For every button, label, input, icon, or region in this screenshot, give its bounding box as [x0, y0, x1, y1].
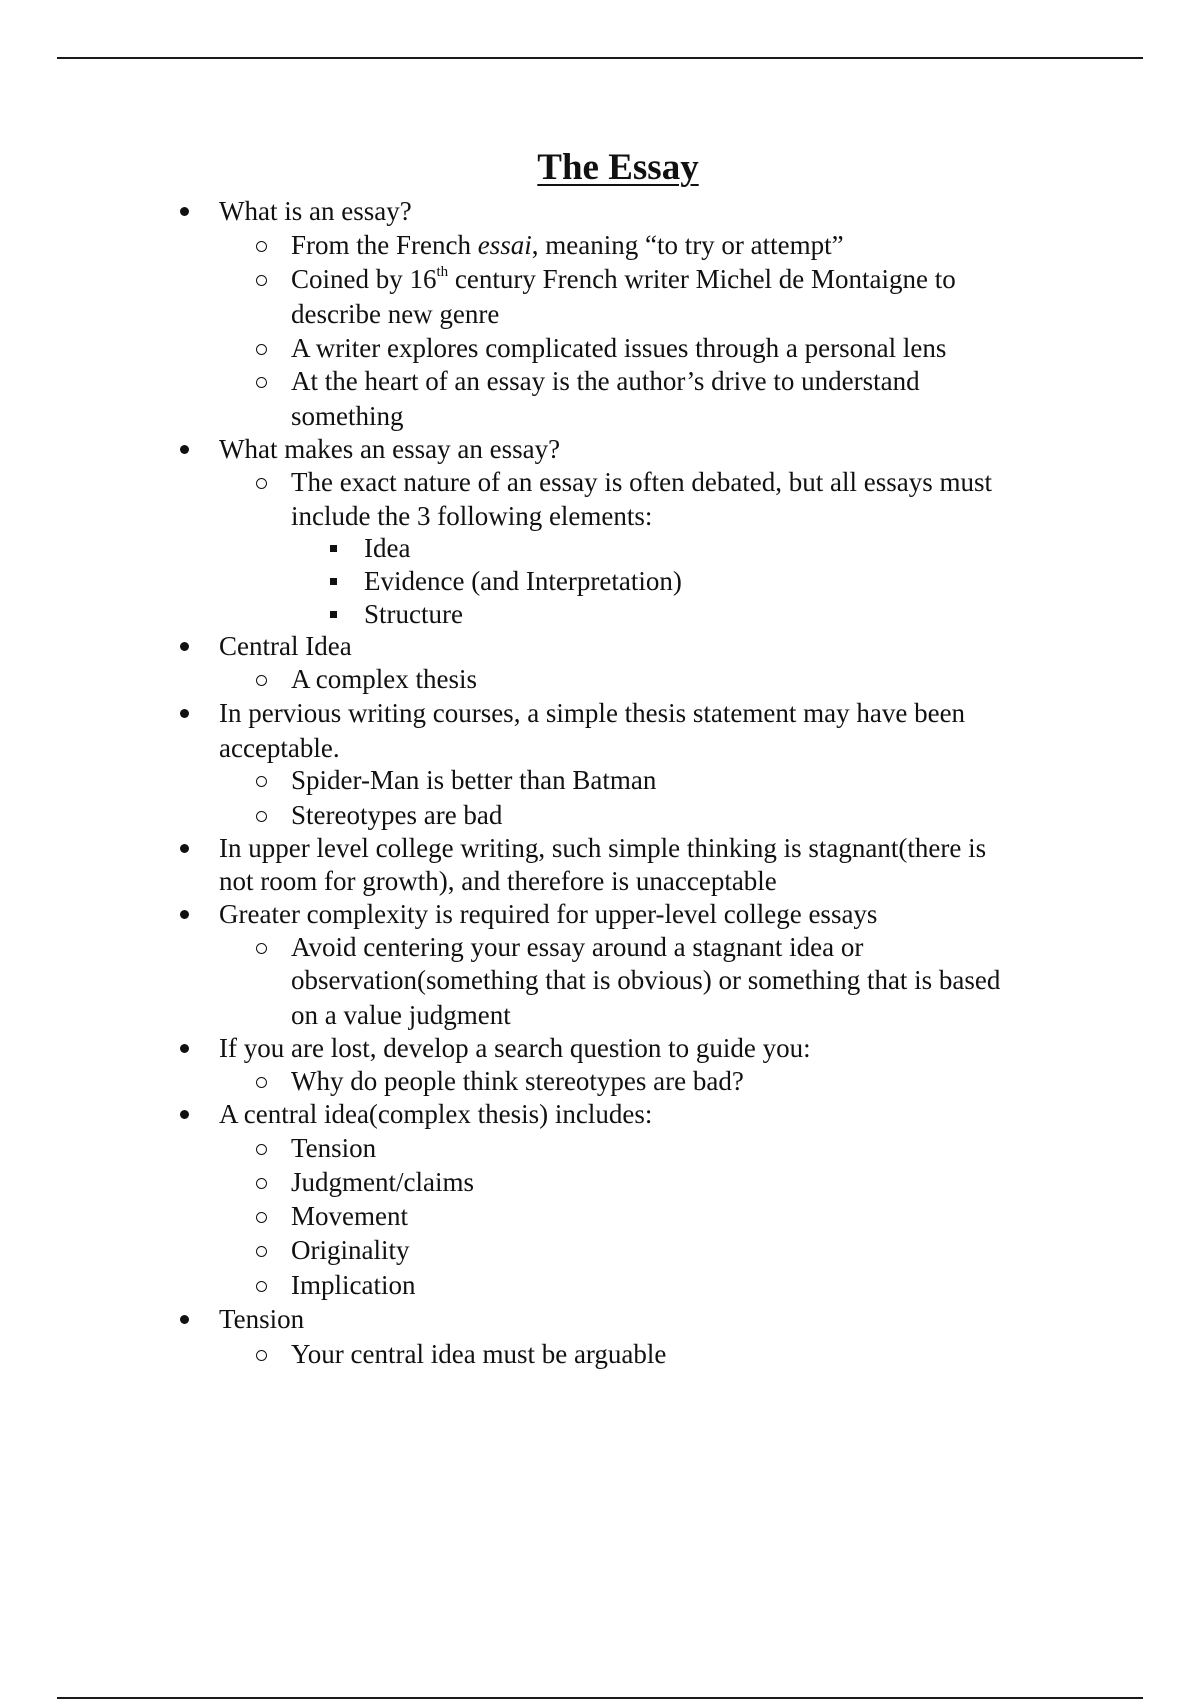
top-rule [57, 57, 1143, 59]
list-item-text: include the 3 following elements: [291, 501, 653, 531]
text-segment: From the French [291, 230, 478, 260]
list-item-level-2 [0, 1232, 1200, 1267]
bullet-circle-icon [256, 344, 267, 355]
list-item-level-1 [0, 1030, 1200, 1063]
list-item-level-2 [0, 363, 1200, 398]
page-title: The Essay [537, 147, 699, 188]
list-item-continuation [0, 962, 1200, 997]
list-item-text: Implication [291, 1270, 416, 1300]
bullet-square-icon [330, 578, 337, 585]
bullet-disc-icon [180, 844, 189, 853]
list-item-text: describe new genre [291, 299, 500, 329]
bullet-disc-icon [180, 445, 189, 454]
list-item-level-2 [0, 261, 1200, 296]
bullet-circle-icon [256, 1077, 267, 1088]
list-item-level-2 [0, 1164, 1200, 1198]
text-segment: , meaning “to try or attempt” [531, 230, 844, 260]
list-item-level-1 [0, 1096, 1200, 1130]
list-item-text: What is an essay? [219, 196, 412, 226]
list-item-text: Movement [291, 1201, 408, 1231]
text-segment: century French writer Michel de Montaigne to [448, 264, 956, 294]
bullet-square-icon [330, 611, 337, 618]
list-item-text: Your central idea must be arguable [291, 1339, 667, 1369]
list-item-level-1 [0, 193, 1200, 227]
list-item-text: observation(something that is obvious) or something that is based [291, 965, 1001, 995]
list-item-text: Why do people think stereotypes are bad? [291, 1066, 744, 1096]
list-item-level-2 [0, 1267, 1200, 1301]
list-item-level-1 [0, 628, 1200, 661]
list-item-level-3 [0, 530, 1200, 563]
list-item-level-1 [0, 431, 1200, 464]
list-item-continuation [0, 398, 1200, 431]
list-item-continuation [0, 730, 1200, 762]
ordinal-superscript: th [436, 264, 449, 280]
list-item-text: The exact nature of an essay is often debated, but all essays must [291, 467, 993, 497]
list-item-text: acceptable. [219, 733, 340, 763]
bullet-circle-icon [256, 275, 267, 286]
bottom-rule [57, 1697, 1143, 1699]
list-item-text: At the heart of an essay is the author’s drive to understand [291, 366, 920, 396]
bullet-circle-icon [256, 478, 267, 489]
list-item-text: Central Idea [219, 631, 352, 661]
list-item-text: Idea [364, 533, 411, 563]
list-item-level-3 [0, 563, 1200, 596]
list-item-level-2 [0, 1130, 1200, 1164]
list-item-level-1 [0, 830, 1200, 863]
list-item-level-3 [0, 596, 1200, 628]
list-item-level-2 [0, 929, 1200, 962]
text-segment: Coined by 16 [291, 264, 437, 294]
list-item-text: Tension [219, 1304, 305, 1334]
list-item-text: on a value judgment [291, 1000, 511, 1030]
bullet-circle-icon [256, 675, 267, 686]
document-body [0, 193, 1200, 1371]
list-item-level-2 [0, 330, 1200, 363]
bullet-circle-icon [256, 943, 267, 954]
list-item-level-2 [0, 1198, 1200, 1232]
list-item-continuation [0, 296, 1200, 330]
bullet-circle-icon [256, 1350, 267, 1361]
list-item-text: A writer explores complicated issues through a personal lens [291, 333, 947, 363]
list-item-text: In upper level college writing, such simple thinking is stagnant(there is [219, 833, 987, 863]
list-item-level-2 [0, 227, 1200, 261]
list-item-text: In pervious writing courses, a simple thesis statement may have been [219, 698, 966, 728]
list-item-continuation [0, 997, 1200, 1030]
list-item-level-2 [0, 1336, 1200, 1371]
list-item-text: Structure [364, 599, 463, 629]
list-item-text: Avoid centering your essay around a stagnant idea or [291, 932, 864, 962]
list-item-text: not room for growth), and therefore is unacceptable [219, 866, 777, 896]
list-item-text: Stereotypes are bad [291, 800, 503, 830]
bullet-disc-icon [180, 1315, 189, 1324]
bullet-circle-icon [256, 1178, 267, 1189]
bullet-disc-icon [180, 207, 189, 216]
list-item-level-2 [0, 762, 1200, 797]
list-item-level-1 [0, 695, 1200, 730]
bullet-circle-icon [256, 811, 267, 822]
bullet-disc-icon [180, 709, 189, 718]
list-item-text [291, 261, 956, 297]
bullet-circle-icon [256, 1281, 267, 1292]
list-item-continuation [0, 863, 1200, 896]
list-item-level-1 [0, 896, 1200, 929]
list-item-text: Judgment/claims [291, 1167, 474, 1197]
list-item-continuation [0, 498, 1200, 530]
list-item-level-1 [0, 1301, 1200, 1336]
bullet-circle-icon [256, 377, 267, 388]
bullet-circle-icon [256, 1212, 267, 1223]
bullet-disc-icon [180, 1044, 189, 1053]
list-item-text: Greater complexity is required for upper-level college essays [219, 899, 878, 929]
list-item-text [291, 227, 844, 263]
list-item-text: A complex thesis [291, 664, 477, 694]
list-item-text: something [291, 401, 404, 431]
bullet-circle-icon [256, 241, 267, 252]
list-item-level-2 [0, 1063, 1200, 1096]
list-item-text: Spider-Man is better than Batman [291, 765, 657, 795]
list-item-text: Evidence (and Interpretation) [364, 566, 682, 596]
bullet-square-icon [330, 545, 337, 552]
bullet-disc-icon [180, 1110, 189, 1119]
bullet-circle-icon [256, 1246, 267, 1257]
list-item-text: A central idea(complex thesis) includes: [219, 1099, 653, 1129]
list-item-text: Tension [291, 1133, 377, 1163]
list-item-text: What makes an essay an essay? [219, 434, 561, 464]
list-item-level-2 [0, 464, 1200, 498]
bullet-disc-icon [180, 642, 189, 651]
list-item-level-2 [0, 797, 1200, 830]
list-item-text: If you are lost, develop a search question to guide you: [219, 1033, 811, 1063]
list-item-text: Originality [291, 1235, 410, 1265]
italic-term: essai [477, 230, 532, 260]
bullet-circle-icon [256, 776, 267, 787]
bullet-circle-icon [256, 1144, 267, 1155]
list-item-level-2 [0, 661, 1200, 695]
bullet-disc-icon [180, 910, 189, 919]
